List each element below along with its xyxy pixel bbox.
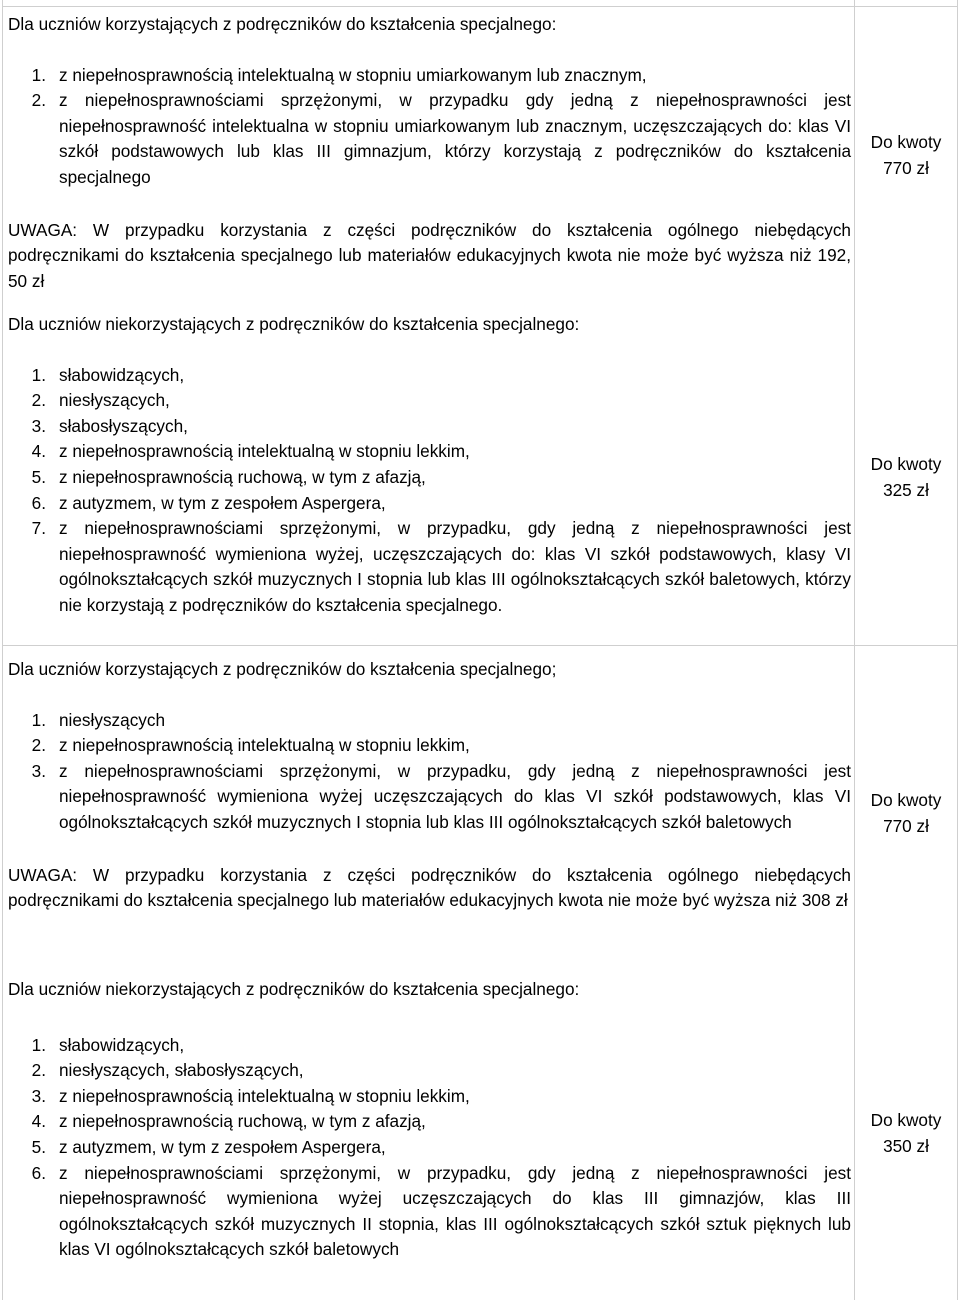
- section-3-amount: [858, 788, 954, 839]
- list-item: 2. z niepełnosprawnościami sprzężonymi, w przypadku gdy jedną z niepełnosprawności jest niepełnosprawność intelektualna w stopniu umiarkowanym lub znacznym, uczęszczających do: klas VI szkół podstawowych lub klas III gimnazjum, którzy korzystają z podręczników do kształcenia specjalnego: [31, 90, 851, 187]
- list-item: 4. z niepełnosprawnością intelektualną w stopniu lekkim,: [31, 441, 470, 462]
- list-item: 5. z niepełnosprawnością ruchową, w tym z afazją,: [31, 466, 426, 487]
- section-2-description: [8, 312, 851, 619]
- list-item: 5. z autyzmem, w tym z zespołem Aspergera,: [31, 1136, 386, 1157]
- section-1-heading: Dla uczniów korzystających z podręczników do kształcenia specjalnego:: [8, 14, 557, 34]
- section-4-list: [8, 1033, 851, 1263]
- list-item: 2. niesłyszących, słabosłyszących,: [31, 1060, 304, 1081]
- section-2-amount: [858, 452, 954, 503]
- amount-value: 325 zł: [883, 479, 929, 500]
- list-item: 3. słabosłyszących,: [31, 415, 188, 436]
- section-3-heading: Dla uczniów korzystających z podręczników do kształcenia specjalnego;: [8, 659, 557, 679]
- row-divider: [2, 645, 957, 646]
- table-left-border: [2, 0, 3, 1300]
- section-3-description: [8, 657, 851, 914]
- list-item: 7. z niepełnosprawnościami sprzężonymi, w przypadku, gdy jedną z niepełnosprawności jest niepełnosprawność wymieniona wyżej, uczęszczających do: klas VI szkół podstawowych, klasy VI ogólnokształcących szkół muzycznych I stopnia lub klas III ogólnokształcących szkół baletowych, którzy nie korzystają z podręczników do kształcenia specjalnego.: [31, 518, 851, 615]
- amount-label: Do kwoty: [870, 1110, 942, 1130]
- list-item: 3. z niepełnosprawnością intelektualną w stopniu lekkim,: [31, 1085, 470, 1106]
- amount-value: 770 zł: [883, 157, 929, 178]
- list-item: 6. z niepełnosprawnościami sprzężonymi, w przypadku, gdy jedną z niepełnosprawności jest niepełnosprawność wymieniona wyżej uczęszczających do klas III gimnazjów, klas III ogólnokształcących szkół muzycznych II stopnia, klas III ogólnokształcących szkół sztuk pięknych lub klas VI ogólnokształcących szkół baletowych: [31, 1162, 851, 1260]
- table-column-divider: [854, 0, 855, 1300]
- section-4-amount: [858, 1108, 954, 1159]
- section-3-list: [8, 708, 851, 836]
- section-4-description: [8, 977, 851, 1263]
- table-top-border: [2, 6, 957, 7]
- section-2-list: [8, 363, 851, 619]
- amount-label: Do kwoty: [870, 132, 942, 152]
- section-1-list: [8, 63, 851, 191]
- list-item: 1. słabowidzących,: [31, 1034, 185, 1055]
- list-item: 6. z autyzmem, w tym z zespołem Aspergera,: [31, 492, 386, 513]
- amount-value: 770 zł: [883, 815, 929, 836]
- list-item: 2. z niepełnosprawnością intelektualną w stopniu lekkim,: [31, 735, 470, 756]
- amount-label: Do kwoty: [870, 790, 942, 810]
- section-2-heading: Dla uczniów niekorzystających z podręczników do kształcenia specjalnego:: [8, 314, 580, 334]
- list-item: 2. niesłyszących,: [31, 390, 170, 411]
- table-right-border: [957, 0, 958, 1300]
- section-1-amount: [858, 130, 954, 181]
- list-item: 1. z niepełnosprawnością intelektualną w stopniu umiarkowanym lub znacznym,: [31, 64, 647, 85]
- section-3-note: UWAGA: W przypadku korzystania z części podręczników do kształcenia ogólnego niebędących podręcznikami do kształcenia specjalnego lub materiałów edukacyjnych kwota nie może być wyższa niż 308 zł: [8, 864, 851, 911]
- list-item: 1. słabowidzących,: [31, 364, 185, 385]
- section-1-description: [8, 12, 851, 294]
- amount-value: 350 zł: [883, 1135, 929, 1156]
- section-1-note: UWAGA: W przypadku korzystania z części podręczników do kształcenia ogólnego niebędących podręcznikami do kształcenia specjalnego lub materiałów edukacyjnych kwota nie może być wyższa niż 192, 50 zł: [8, 219, 851, 291]
- list-item: 3. z niepełnosprawnościami sprzężonymi, w przypadku, gdy jedną z niepełnosprawności jest niepełnosprawność wymieniona wyżej uczęszczających do klas VI szkół podstawowych, klas VI ogólnokształcących szkół muzycznych I stopnia lub klas III ogólnokształcących szkół baletowych: [31, 760, 851, 832]
- list-item: 1. niesłyszących: [31, 709, 166, 730]
- section-4-heading: Dla uczniów niekorzystających z podręczników do kształcenia specjalnego:: [8, 979, 580, 999]
- amount-label: Do kwoty: [870, 454, 942, 474]
- list-item: 4. z niepełnosprawnością ruchową, w tym z afazją,: [31, 1111, 426, 1132]
